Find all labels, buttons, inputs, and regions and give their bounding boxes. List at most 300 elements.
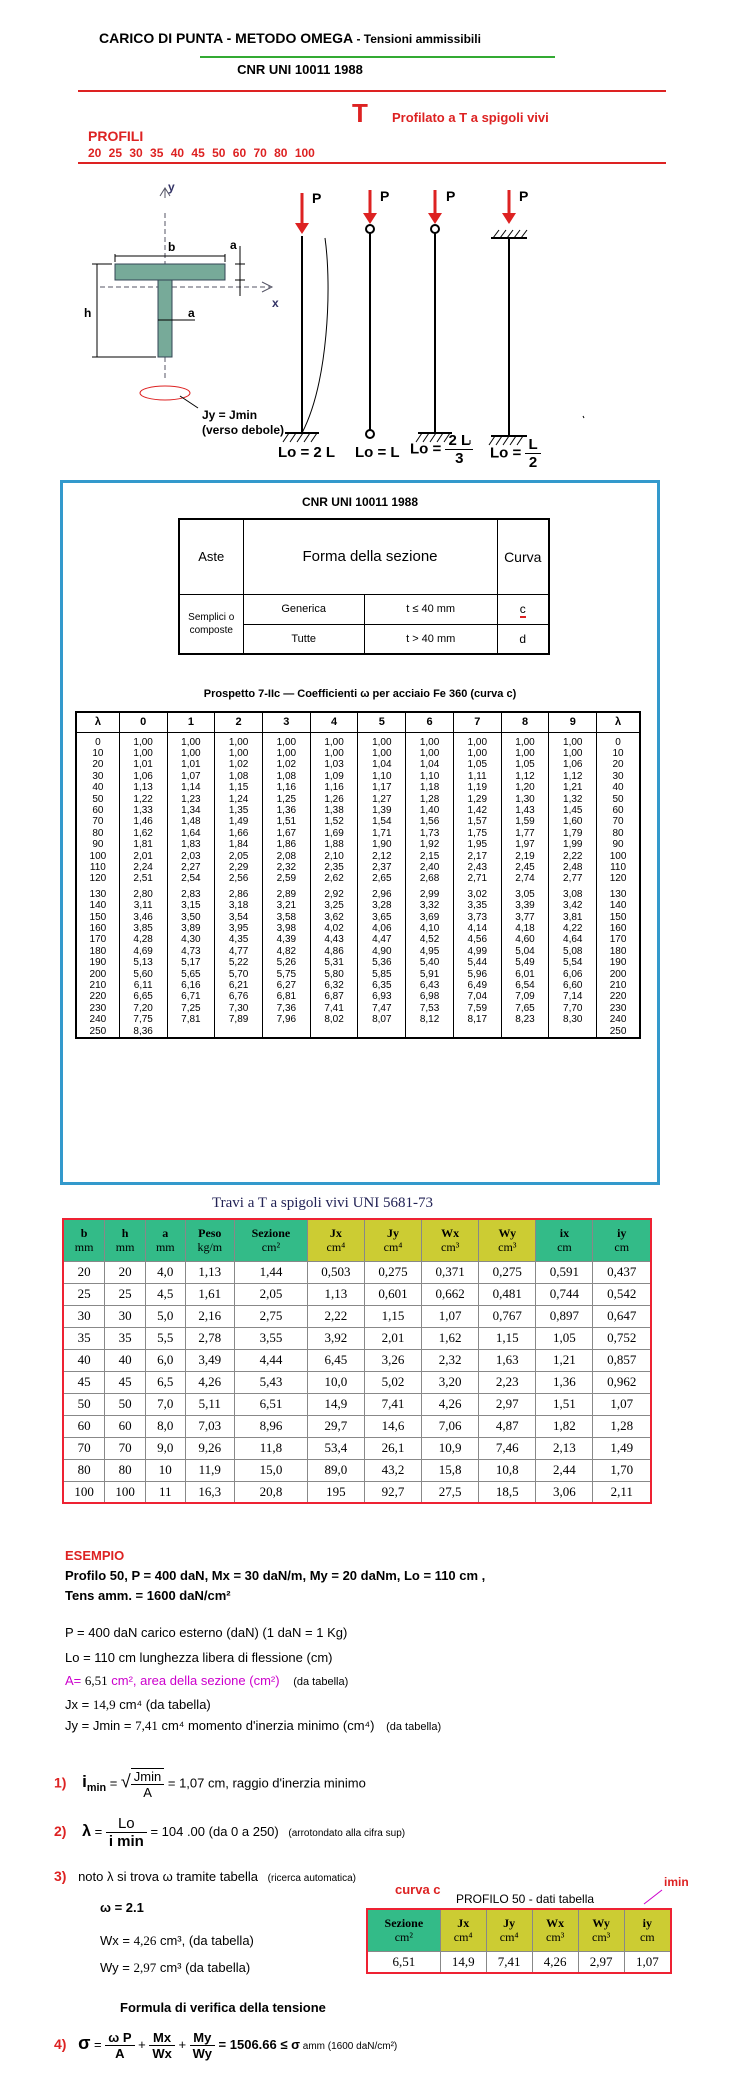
table-cell: 20 [63, 1261, 105, 1283]
step-1: 1) $i_{min}$ = √ $\frac{Jmin}{A}$ = 1,07 cm, raggio d'inerzia minimo [54, 1769, 366, 1800]
omega-cell: 3,85 [119, 923, 167, 934]
table-cell: 4,5 [146, 1283, 185, 1305]
table-cell: 1,63 [479, 1349, 536, 1371]
omega-cell: 2,89 [262, 889, 310, 900]
table-cell: 14,6 [364, 1415, 421, 1437]
omega-cell: 30 [76, 771, 119, 782]
omega-cell: 1,00 [262, 748, 310, 759]
omega-cell: 6,93 [358, 991, 406, 1002]
omega-cell: 1,05 [453, 759, 501, 770]
omega-cell: 6,06 [549, 969, 597, 980]
omega-cell: 1,00 [215, 732, 263, 748]
table-cell: 1,28 [593, 1415, 651, 1437]
omega-cell: 1,04 [358, 759, 406, 770]
profili-label: PROFILI [88, 128, 144, 144]
omega-row [76, 782, 640, 793]
curva-c-label: curva c [395, 1882, 441, 1897]
table-cell: 92,7 [364, 1481, 421, 1503]
omega-cell: 140 [76, 900, 119, 911]
omega-cell: 1,00 [262, 732, 310, 748]
travi-col-head: Peso kg/m [185, 1219, 234, 1261]
table-cell: 0,371 [422, 1261, 479, 1283]
omega-cell: 2,59 [262, 873, 310, 888]
table-cell: 3,55 [235, 1327, 308, 1349]
omega-cell: 220 [597, 991, 640, 1002]
omega-cell: 2,86 [215, 889, 263, 900]
travi-title: Travi a T a spigoli vivi UNI 5681-73 [212, 1195, 433, 1211]
load-p-label-3: P [446, 188, 456, 204]
omega-cell: 1,66 [215, 828, 263, 839]
omega-cell: 1,43 [501, 805, 549, 816]
omega-cell: 6,81 [262, 991, 310, 1002]
omega-cell: 4,73 [167, 946, 215, 957]
omega-cell: 100 [76, 851, 119, 862]
omega-cell: 1,30 [501, 794, 549, 805]
table-cell: 1,15 [479, 1327, 536, 1349]
omega-cell: 1,01 [119, 759, 167, 770]
omega-cell: 120 [597, 873, 640, 888]
omega-cell: 6,49 [453, 980, 501, 991]
table-cell: 10,9 [422, 1437, 479, 1459]
omega-cell: 4,06 [358, 923, 406, 934]
omega-cell: 1,04 [406, 759, 454, 770]
omega-cell: 6,32 [310, 980, 358, 991]
load-p-label-2: P [380, 188, 390, 204]
omega-cell: 1,21 [549, 782, 597, 793]
omega-cell: 2,99 [406, 889, 454, 900]
omega-cell: 150 [597, 912, 640, 923]
table-cell: 1,15 [364, 1305, 421, 1327]
table-cell: 2,22 [307, 1305, 364, 1327]
omega-cell: 190 [597, 957, 640, 968]
omega-cell: 2,24 [119, 862, 167, 873]
omega-cell: 230 [76, 1003, 119, 1014]
omega-cell: 110 [76, 862, 119, 873]
def-wx: Wx = 4,26 cm³, (da tabella) [100, 1933, 254, 1948]
table-cell: 40 [63, 1349, 105, 1371]
table-cell: 18,5 [479, 1481, 536, 1503]
table-row [63, 1415, 651, 1437]
travi-col-head: Jx cm⁴ [307, 1219, 364, 1261]
load-p-label-1: P [312, 190, 322, 206]
omega-cell: 7,81 [167, 1014, 215, 1025]
table-cell: 1,44 [235, 1261, 308, 1283]
table-cell: 29,7 [307, 1415, 364, 1437]
omega-cell: 160 [76, 923, 119, 934]
omega-cell: 3,54 [215, 912, 263, 923]
table-cell: 1,07 [593, 1393, 651, 1415]
omega-cell: 6,43 [406, 980, 454, 991]
table-cell: 6,45 [307, 1349, 364, 1371]
omega-cell: 1,64 [167, 828, 215, 839]
omega-cell: 1,10 [358, 771, 406, 782]
omega-cell: 2,62 [310, 873, 358, 888]
omega-row [76, 748, 640, 759]
omega-cell: 3,98 [262, 923, 310, 934]
omega-cell: 1,03 [310, 759, 358, 770]
omega-cell: 6,27 [262, 980, 310, 991]
red-divider-top [78, 90, 666, 92]
omega-cell: 1,10 [406, 771, 454, 782]
table-cell: 0,744 [536, 1283, 593, 1305]
omega-cell: 3,11 [119, 900, 167, 911]
omega-cell: 1,25 [262, 794, 310, 805]
omega-cell: 3,95 [215, 923, 263, 934]
section-and-buckling-diagram [60, 168, 720, 468]
omega-row [76, 934, 640, 945]
omega-cell: 2,37 [358, 862, 406, 873]
travi-table [62, 1218, 652, 1504]
r1-cond: t ≤ 40 mm [364, 594, 497, 624]
col-curva: Curva [497, 519, 549, 594]
omega-cell: 3,77 [501, 912, 549, 923]
table-cell: 1,13 [307, 1283, 364, 1305]
omega-cell: 7,04 [453, 991, 501, 1002]
table-cell: 80 [105, 1459, 146, 1481]
omega-col-head: λ [76, 712, 119, 732]
formula-title: Formula di verifica della tensione [120, 2000, 326, 2015]
omega-cell: 5,36 [358, 957, 406, 968]
table-cell: 40 [105, 1349, 146, 1371]
omega-cell: 5,22 [215, 957, 263, 968]
table-cell: 1,21 [536, 1349, 593, 1371]
omega-cell: 2,01 [119, 851, 167, 862]
table-cell: 0,647 [593, 1305, 651, 1327]
table-cell: 50 [105, 1393, 146, 1415]
omega-cell: 1,71 [358, 828, 406, 839]
omega-cell: 2,51 [119, 873, 167, 888]
omega-cell: 90 [597, 839, 640, 850]
omega-cell: 1,00 [453, 748, 501, 759]
table-cell: 100 [63, 1481, 105, 1503]
omega-cell: 100 [597, 851, 640, 862]
omega-cell: 190 [76, 957, 119, 968]
omega-cell: 1,16 [310, 782, 358, 793]
table-cell: 100 [105, 1481, 146, 1503]
dim-b-label: b [168, 240, 176, 254]
omega-cell: 2,45 [501, 862, 549, 873]
imin-arrow [640, 1888, 665, 1908]
omega-cell: 6,01 [501, 969, 549, 980]
omega-row [76, 851, 640, 862]
omega-col-head: 1 [167, 712, 215, 732]
omega-cell: 1,99 [549, 839, 597, 850]
omega-cell: 4,28 [119, 934, 167, 945]
table-cell: 3,26 [364, 1349, 421, 1371]
r2-forma: Tutte [243, 624, 364, 654]
omega-cell: 5,75 [262, 969, 310, 980]
omega-cell: 80 [597, 828, 640, 839]
dim-a-web-label: a [188, 306, 195, 320]
table-cell: 70 [105, 1437, 146, 1459]
omega-cell: 6,71 [167, 991, 215, 1002]
omega-cell: 40 [597, 782, 640, 793]
omega-cell: 4,43 [310, 934, 358, 945]
omega-cell: 2,77 [549, 873, 597, 888]
omega-cell: 3,32 [406, 900, 454, 911]
omega-cell: 1,81 [119, 839, 167, 850]
omega-cell: 3,81 [549, 912, 597, 923]
table-cell: 2,16 [185, 1305, 234, 1327]
omega-cell: 6,87 [310, 991, 358, 1002]
omega-cell: 1,08 [262, 771, 310, 782]
omega-cell: 10 [76, 748, 119, 759]
travi-col-head: h mm [105, 1219, 146, 1261]
omega-col-head: 2 [215, 712, 263, 732]
omega-cell: 210 [597, 980, 640, 991]
omega-col-head: 8 [501, 712, 549, 732]
table-cell: 0,275 [364, 1261, 421, 1283]
omega-cell: 3,28 [358, 900, 406, 911]
omega-cell: 2,65 [358, 873, 406, 888]
omega-cell: 7,75 [119, 1014, 167, 1025]
table-cell: 4,0 [146, 1261, 185, 1283]
table-cell: 8,96 [235, 1415, 308, 1437]
def-jx: Jx = 14,9 cm⁴ (da tabella) [65, 1697, 211, 1712]
travi-col-head: Wy cm³ [479, 1219, 536, 1261]
omega-cell: 1,56 [406, 816, 454, 827]
omega-cell: 2,54 [167, 873, 215, 888]
omega-cell: 1,15 [215, 782, 263, 793]
verso-label: (verso debole) [202, 423, 285, 437]
table-cell: 1,70 [593, 1459, 651, 1481]
omega-cell: 6,16 [167, 980, 215, 991]
omega-cell: 8,12 [406, 1014, 454, 1025]
omega-cell: 200 [597, 969, 640, 980]
table-cell: 14,9 [307, 1393, 364, 1415]
omega-row [76, 969, 640, 980]
omega-cell: 220 [76, 991, 119, 1002]
lo-case-1: Lo = 2 L [278, 444, 336, 461]
omega-col-head: 3 [262, 712, 310, 732]
omega-cell: 1,38 [310, 805, 358, 816]
omega-cell: 1,00 [501, 732, 549, 748]
omega-cell: 80 [76, 828, 119, 839]
def-lo: Lo = 110 cm lunghezza libera di flessione (cm) [65, 1650, 333, 1665]
omega-cell: 1,88 [310, 839, 358, 850]
table-cell: 30 [105, 1305, 146, 1327]
omega-cell: 3,05 [501, 889, 549, 900]
dati-cell: 4,26 [532, 1951, 578, 1973]
omega-cell: 5,54 [549, 957, 597, 968]
r2-cond: t > 40 mm [364, 624, 497, 654]
dati-col-head: Sezione cm² [367, 1909, 440, 1951]
omega-cell: 1,26 [310, 794, 358, 805]
table-cell: 5,11 [185, 1393, 234, 1415]
omega-cell: 3,21 [262, 900, 310, 911]
omega-cell: 20 [597, 759, 640, 770]
omega-cell: 5,40 [406, 957, 454, 968]
table-cell: 9,26 [185, 1437, 234, 1459]
omega-cell: 5,17 [167, 957, 215, 968]
table-cell: 11,8 [235, 1437, 308, 1459]
omega-col-head: 4 [310, 712, 358, 732]
omega-cell: 1,00 [453, 732, 501, 748]
omega-cell: 1,75 [453, 828, 501, 839]
omega-cell: 6,54 [501, 980, 549, 991]
omega-cell: 4,56 [453, 934, 501, 945]
omega-cell: 7,47 [358, 1003, 406, 1014]
table-cell: 1,36 [536, 1371, 593, 1393]
omega-cell [310, 1026, 358, 1038]
omega-cell: 2,22 [549, 851, 597, 862]
travi-col-head: ix cm [536, 1219, 593, 1261]
travi-col-head: Jy cm⁴ [364, 1219, 421, 1261]
omega-cell: 7,36 [262, 1003, 310, 1014]
table-cell: 195 [307, 1481, 364, 1503]
table-cell: 1,13 [185, 1261, 234, 1283]
table-cell: 0,897 [536, 1305, 593, 1327]
omega-cell: 120 [76, 873, 119, 888]
omega-cell: 1,60 [549, 816, 597, 827]
table-row [63, 1437, 651, 1459]
omega-cell: 5,60 [119, 969, 167, 980]
omega-cell: 1,18 [406, 782, 454, 793]
omega-cell: 150 [76, 912, 119, 923]
omega-cell: 8,02 [310, 1014, 358, 1025]
omega-cell: 5,91 [406, 969, 454, 980]
red-divider-bottom [78, 162, 666, 164]
table-cell: 70 [63, 1437, 105, 1459]
omega-cell: 180 [76, 946, 119, 957]
profile-description: Profilato a T a spigoli vivi [392, 110, 549, 125]
table-cell: 8,0 [146, 1415, 185, 1437]
omega-cell: 1,22 [119, 794, 167, 805]
table-cell: 26,1 [364, 1437, 421, 1459]
omega-cell: 8,07 [358, 1014, 406, 1025]
table-cell: 1,05 [536, 1327, 593, 1349]
omega-cell: 3,46 [119, 912, 167, 923]
omega-cell: 250 [597, 1026, 640, 1038]
omega-cell: 2,80 [119, 889, 167, 900]
profile-letter: T [352, 98, 368, 128]
omega-cell [453, 1026, 501, 1038]
omega-cell: 4,14 [453, 923, 501, 934]
standard-subtitle: CNR UNI 10011 1988 [237, 62, 363, 77]
omega-cell: 7,89 [215, 1014, 263, 1025]
col-aste: Aste [179, 519, 243, 594]
omega-cell: 7,65 [501, 1003, 549, 1014]
omega-cell: 0 [76, 732, 119, 748]
omega-row [76, 900, 640, 911]
profili-sizes: 20 25 30 35 40 45 50 60 70 80 100 [88, 146, 315, 160]
omega-cell: 2,40 [406, 862, 454, 873]
table-cell: 2,23 [479, 1371, 536, 1393]
omega-cell: 2,43 [453, 862, 501, 873]
omega-cell: 1,00 [358, 732, 406, 748]
table-cell: 0,481 [479, 1283, 536, 1305]
travi-col-head: Wx cm³ [422, 1219, 479, 1261]
table-cell: 2,11 [593, 1481, 651, 1503]
table-row [63, 1261, 651, 1283]
omega-col-head: 6 [406, 712, 454, 732]
axis-x-label: x [272, 296, 279, 310]
omega-cell: 4,77 [215, 946, 263, 957]
omega-cell [358, 1026, 406, 1038]
omega-cell: 1,08 [215, 771, 263, 782]
omega-col-head: 9 [549, 712, 597, 732]
table-cell: 3,49 [185, 1349, 234, 1371]
table-cell: 4,44 [235, 1349, 308, 1371]
table-cell: 15,0 [235, 1459, 308, 1481]
omega-cell: 240 [76, 1014, 119, 1025]
omega-cell: 1,12 [549, 771, 597, 782]
omega-cell: 1,27 [358, 794, 406, 805]
omega-cell: 130 [597, 889, 640, 900]
omega-cell: 5,13 [119, 957, 167, 968]
omega-cell: 5,96 [453, 969, 501, 980]
dati-col-head: iy cm [624, 1909, 671, 1951]
dati-col-head: Jy cm⁴ [486, 1909, 532, 1951]
omega-cell: 7,14 [549, 991, 597, 1002]
omega-cell: 3,25 [310, 900, 358, 911]
omega-cell: 1,92 [406, 839, 454, 850]
omega-cell: 1,52 [310, 816, 358, 827]
omega-cell: 2,27 [167, 862, 215, 873]
omega-cell: 7,70 [549, 1003, 597, 1014]
omega-cell: 1,13 [119, 782, 167, 793]
omega-cell: 7,96 [262, 1014, 310, 1025]
omega-cell: 1,69 [310, 828, 358, 839]
table-cell: 0,275 [479, 1261, 536, 1283]
omega-cell: 6,76 [215, 991, 263, 1002]
omega-cell: 1,77 [501, 828, 549, 839]
omega-cell: 3,89 [167, 923, 215, 934]
table-cell: 3,92 [307, 1327, 364, 1349]
omega-cell: 5,08 [549, 946, 597, 957]
omega-cell: 1,02 [262, 759, 310, 770]
table-cell: 2,13 [536, 1437, 593, 1459]
omega-cell: 2,96 [358, 889, 406, 900]
omega-cell: 1,00 [310, 748, 358, 759]
omega-cell: 1,46 [119, 816, 167, 827]
omega-cell: 1,54 [358, 816, 406, 827]
omega-cell: 2,19 [501, 851, 549, 862]
table-cell: 1,51 [536, 1393, 593, 1415]
omega-cell: 5,26 [262, 957, 310, 968]
travi-col-head: b mm [63, 1219, 105, 1261]
omega-cell: 1,79 [549, 828, 597, 839]
omega-cell: 2,92 [310, 889, 358, 900]
table-cell: 11,9 [185, 1459, 234, 1481]
omega-cell: 140 [597, 900, 640, 911]
table-cell: 0,437 [593, 1261, 651, 1283]
omega-cell: 1,57 [453, 816, 501, 827]
table-cell: 11 [146, 1481, 185, 1503]
cnr-box-title: CNR UNI 10011 1988 [301, 495, 419, 509]
table-cell: 35 [63, 1327, 105, 1349]
table-cell: 9,0 [146, 1437, 185, 1459]
table-cell: 50 [63, 1393, 105, 1415]
omega-cell: 5,65 [167, 969, 215, 980]
table-cell: 2,97 [479, 1393, 536, 1415]
table-row [63, 1327, 651, 1349]
omega-cell: 1,40 [406, 805, 454, 816]
omega-cell: 7,30 [215, 1003, 263, 1014]
load-p-label-4: P [519, 188, 529, 204]
esempio-line1: Profilo 50, P = 400 daN, Mx = 30 daN/m, My = 20 daNm, Lo = 110 cm , [65, 1568, 486, 1583]
omega-cell: 2,68 [406, 873, 454, 888]
table-cell: 20 [105, 1261, 146, 1283]
esempio-line2: Tens amm. = 1600 daN/cm² [65, 1588, 231, 1603]
omega-col-head: 7 [453, 712, 501, 732]
title-main: CARICO DI PUNTA - METODO OMEGA [99, 30, 354, 46]
omega-cell: 0 [597, 732, 640, 748]
omega-row [76, 759, 640, 770]
omega-cell: 1,95 [453, 839, 501, 850]
omega-cell: 3,73 [453, 912, 501, 923]
step-2: 2) λ = $\frac{Lo}{\text{i min}}$ = 104 .00 (da 0 a 250) (arrotondato alla cifra sup) [54, 1815, 406, 1850]
